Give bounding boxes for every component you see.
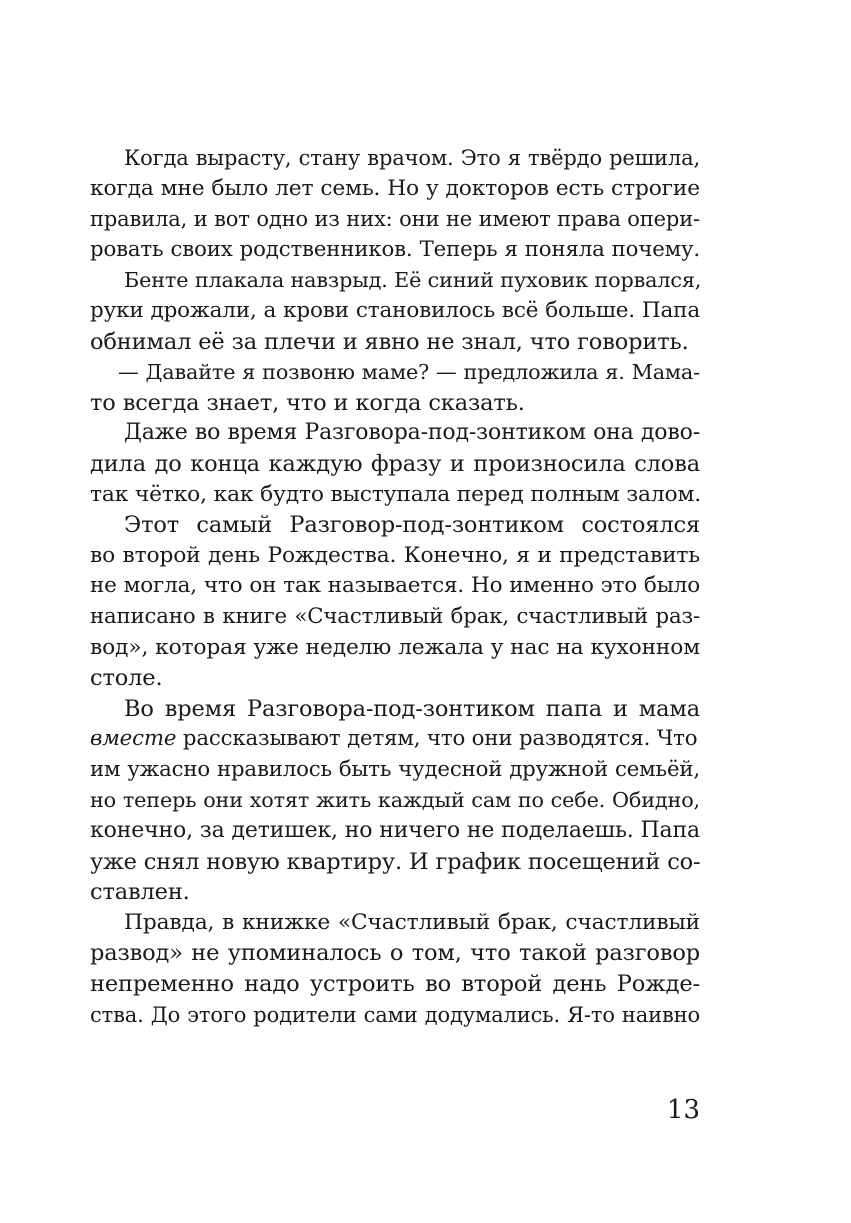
- text-line: Даже во время Разговора-под-зонтиком она дово-: [124, 420, 700, 446]
- text-line: правила, и вот одно из них: они не имеют права опери-: [90, 207, 700, 232]
- emphasis-text: вместе: [90, 726, 177, 752]
- text-line: во второй день Рождества. Конечно, я и представить: [90, 542, 700, 568]
- text-line: когда мне было лет семь. Но у докторов есть строгие: [90, 175, 700, 201]
- text-line: — Давайте я позвоню маме? — предложила я. Мама-: [118, 360, 700, 385]
- text-line: обнимал её за плечи и явно не знал, что говорить.: [90, 328, 689, 355]
- text-line: конечно, за детишек, но ничего не поделаешь. Папа: [90, 818, 700, 844]
- text-line: не могла, что он так называется. Но именно это было: [90, 573, 700, 599]
- text-line: непременно надо устроить во второй день Рожде-: [90, 971, 700, 998]
- text-line: развод» не упоминалось о том, что такой разговор: [90, 940, 700, 967]
- text-line: но теперь они хотят жить каждый сам по себе. Обидно,: [90, 788, 700, 813]
- text-line: Когда вырасту, стану врачом. Это я твёрдо решила,: [124, 146, 700, 170]
- text-line: дила до конца каждую фразу и произносила слова: [90, 450, 700, 477]
- text-line: Этот самый Разговор-под-зонтиком состоялся: [124, 512, 700, 539]
- text-line: Бенте плакала навзрыд. Её синий пуховик порвался,: [124, 268, 702, 293]
- text-line: вод», которая уже неделю лежала у нас на кухонном: [90, 634, 700, 660]
- text-line: то всегда знает, что и когда сказать.: [90, 389, 525, 416]
- page-number: 13: [666, 1095, 700, 1125]
- text-line: Во время Разговора-под-зонтиком папа и мама: [124, 695, 700, 722]
- text-fragment: рассказывают детям, что они разводятся. Что: [176, 726, 698, 752]
- text-line: [90, 724, 700, 755]
- text-line: столе.: [90, 665, 163, 692]
- text-line: ставлен.: [90, 879, 190, 906]
- text-line: написано в книге «Счастливый брак, счастливый раз-: [90, 603, 700, 629]
- body-text: [90, 143, 700, 1030]
- text-line: им ужасно нравилось быть чудесной дружной семьёй,: [90, 756, 700, 782]
- text-line: Правда, в книжке «Счастливый брак, счастливый: [124, 909, 700, 935]
- text-line: руки дрожали, а крови становилось всё больше. Папа: [90, 297, 700, 323]
- text-line: ровать своих родственников. Теперь я поняла почему.: [90, 236, 700, 262]
- text-line: уже снял новую квартиру. И график посещений со-: [90, 848, 701, 875]
- text-line: ства. До этого родители сами додумались. Я-то наивно: [90, 1002, 700, 1027]
- text-line: так чётко, как будто выступала перед полным залом.: [90, 481, 702, 507]
